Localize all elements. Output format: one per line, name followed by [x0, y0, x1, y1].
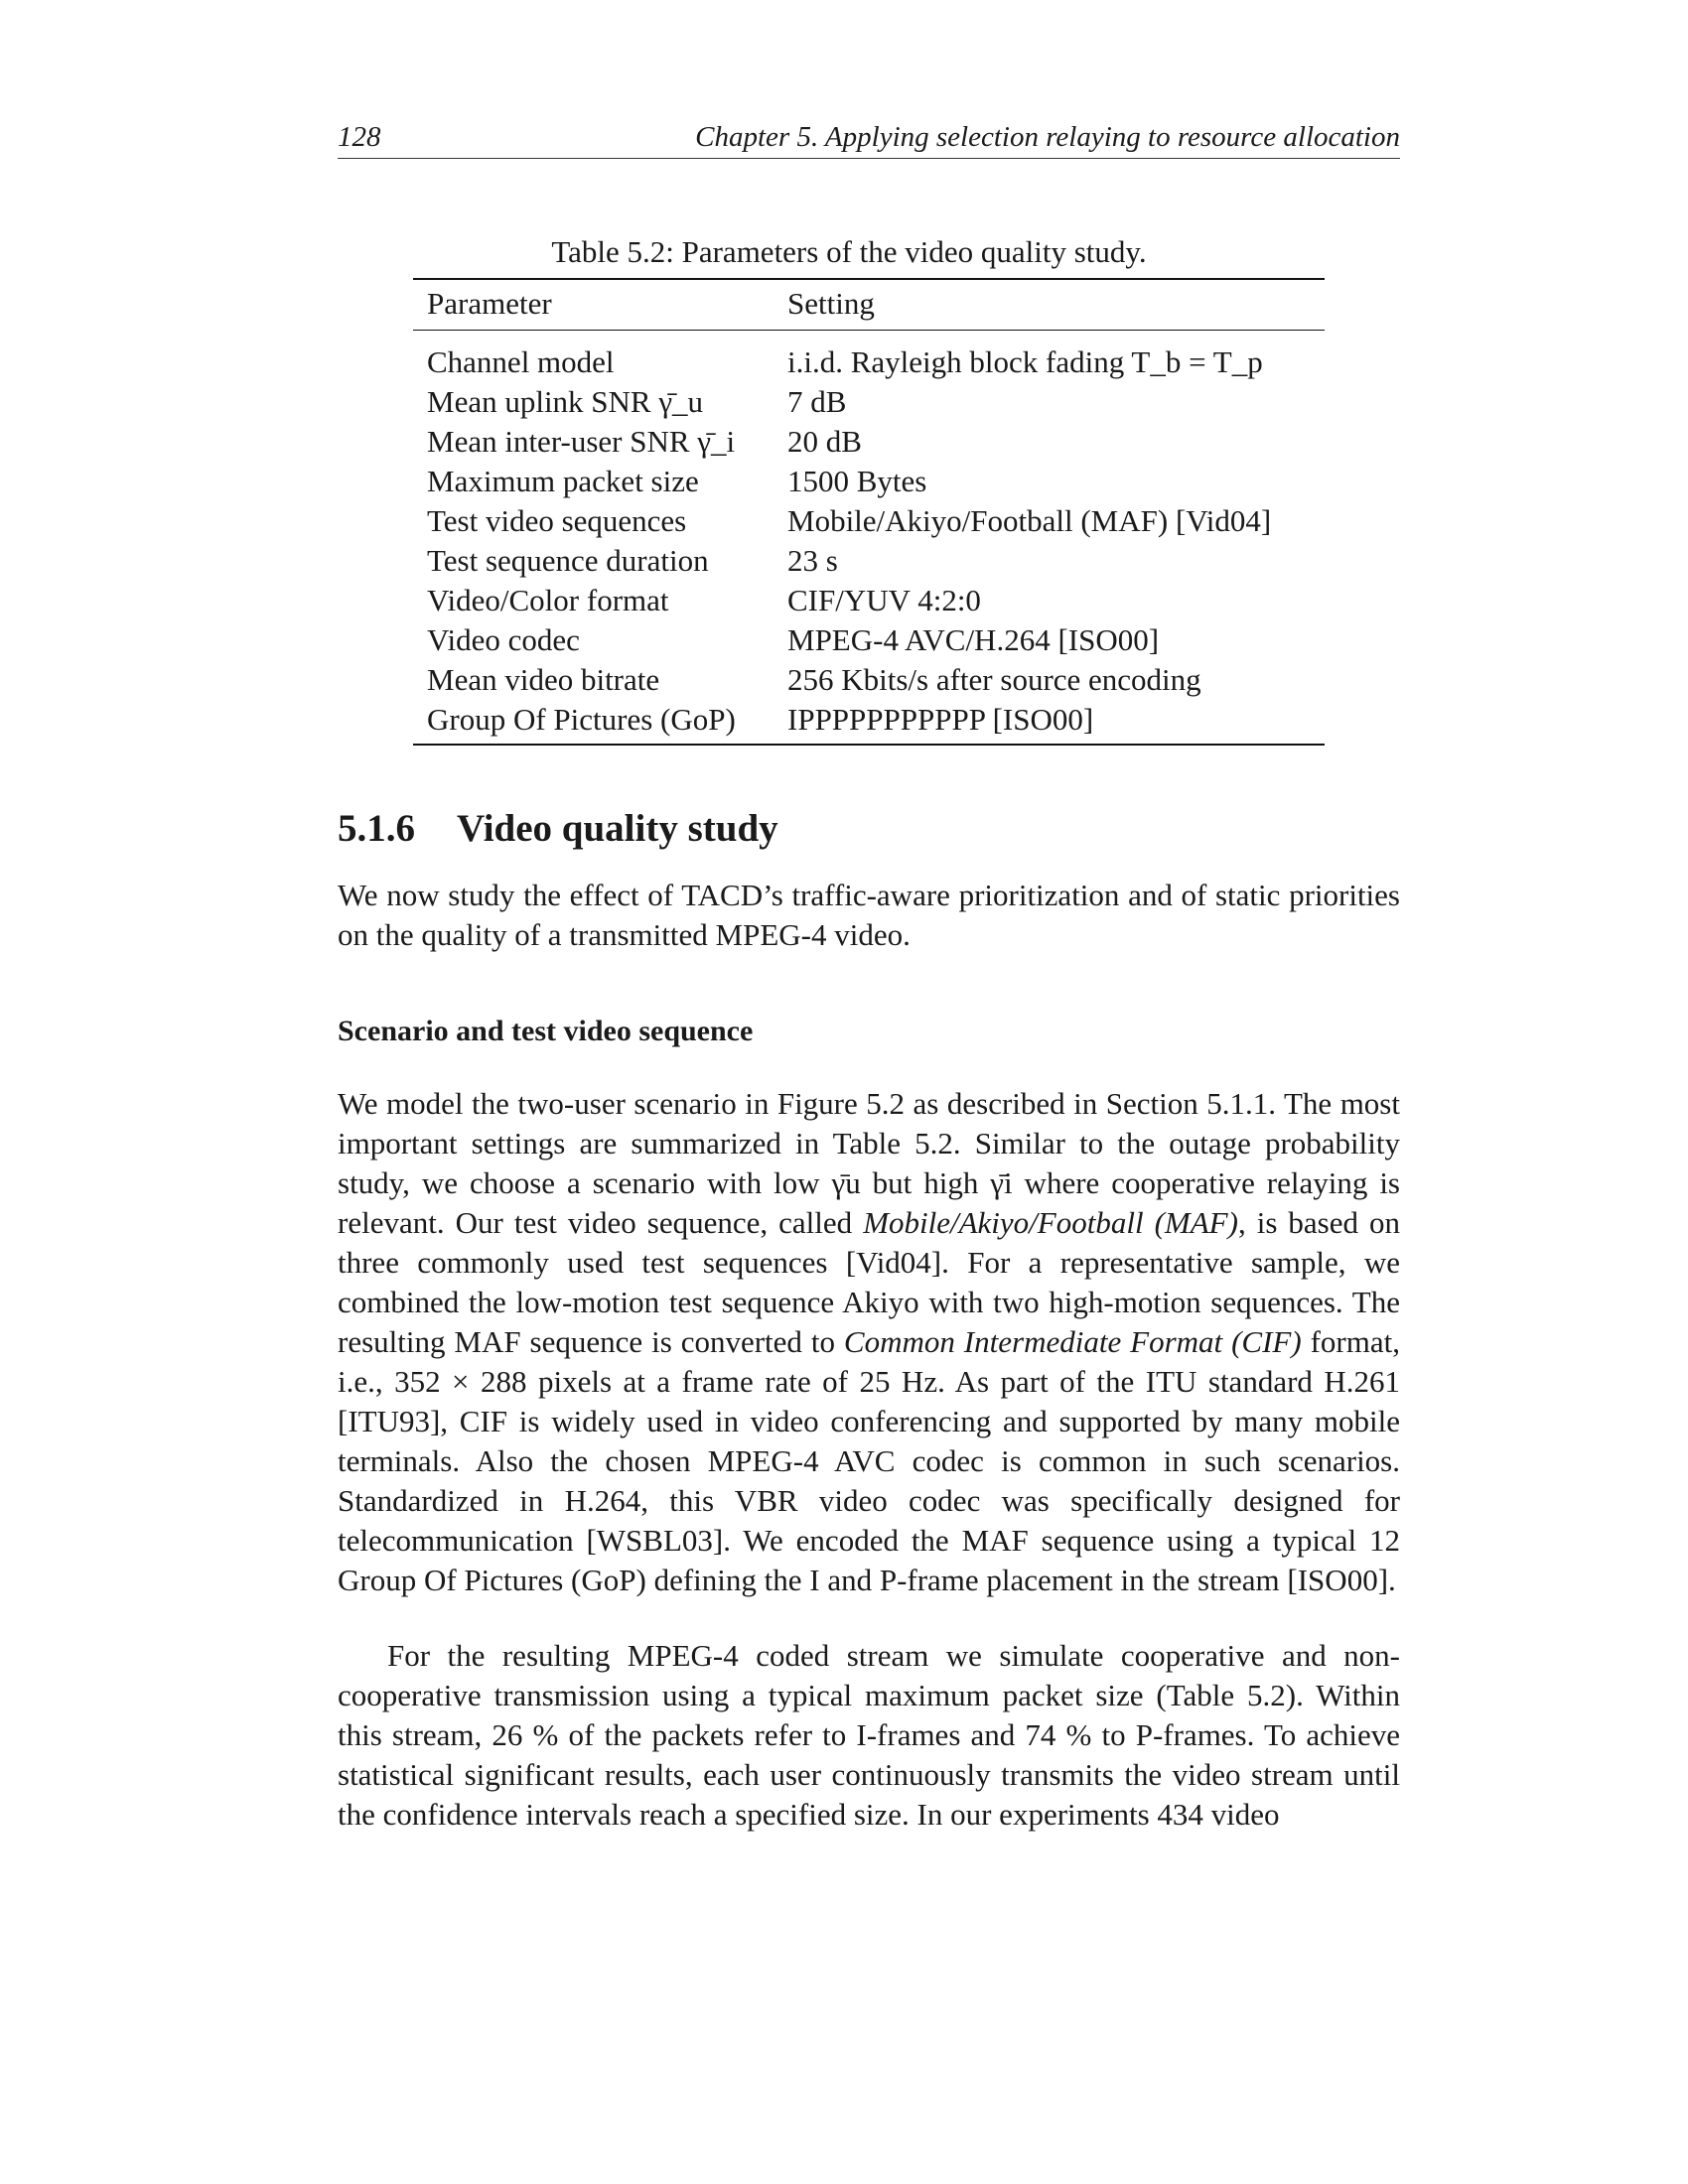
section-intro-paragraph: We now study the effect of TACD’s traffic-aware prioritization and of static priorities on the quality of a transmitted MPEG-4 video.: [338, 878, 1400, 952]
table-row: [413, 620, 1325, 660]
table-cell-parameter: Test sequence duration: [427, 543, 709, 578]
table-cell-parameter: Video/Color format: [427, 583, 669, 617]
emphasized-term: Mobile/Akiyo/Football (MAF): [863, 1205, 1238, 1240]
table-row: [413, 660, 1325, 700]
table-cell-setting: CIF/YUV 4:2:0: [787, 583, 981, 617]
table-cell-parameter: Mean uplink SNR γ̄_u: [427, 384, 704, 419]
table-row: [413, 700, 1325, 745]
body-paragraph-1: [338, 1084, 1400, 1600]
table-cell-setting: 256 Kbits/s after source encoding: [787, 662, 1201, 697]
table-block: [413, 234, 1325, 746]
section-heading: [338, 806, 778, 851]
parameters-table: [413, 278, 1325, 746]
paragraph-text: We model the two-user scenario in Figure 5.2 as described in Section 5.1.1. The most important settings are summarized in Table 5.2. Similar to the outage probability study, we choose a scenario with low γ̄u but high γ̄i where cooperative relaying is relevant. Our test video sequence, called: [338, 1086, 1400, 1240]
column-header-setting: Setting: [774, 279, 1325, 331]
section-title: Video quality study: [457, 807, 778, 850]
table-cell-setting: 23 s: [787, 543, 838, 578]
body-paragraph-2: For the resulting MPEG-4 coded stream we simulate cooperative and non-cooperative transmission using a typical maximum packet size (Table 5.2). Within this stream, 26 % of the packets refer to I-frames and 74 % to P-frames. To achieve statistical significant results, each user continuously transmits the video stream until the confidence intervals reach a specified size. In our experiments 434 video: [338, 1638, 1400, 1832]
emphasized-term: Common Intermediate Format (CIF): [843, 1324, 1302, 1359]
table-row: [413, 501, 1325, 541]
subsection-heading: Scenario and test video sequence: [338, 1015, 754, 1047]
table-cell-parameter: Mean inter-user SNR γ̄_i: [427, 424, 736, 459]
table-cell-parameter: Group Of Pictures (GoP): [427, 702, 736, 737]
column-header-parameter: Parameter: [413, 279, 774, 331]
running-header: [338, 121, 1400, 159]
table-cell-setting: 20 dB: [787, 424, 862, 459]
table-cell-setting: 7 dB: [787, 384, 847, 419]
table-cell-parameter: Maximum packet size: [427, 464, 699, 498]
table-row: [413, 462, 1325, 501]
paragraph-text: format, i.e., 352 × 288 pixels at a frame rate of 25 Hz. As part of the ITU standard H.261 [ITU93], CIF is widely used in video conferencing and supported by many mobile terminals. Also the chosen MPEG-4 AVC codec is common in such scenarios. Standardized in H.264, this VBR video codec was specifically designed for telecommunication [WSBL03]. We encoded the MAF sequence using a typical 12 Group Of Pictures (GoP) defining the I and P-frame placement in the stream [ISO00].: [338, 1324, 1400, 1597]
table-cell-parameter: Video codec: [427, 622, 580, 657]
section-number: 5.1.6: [338, 807, 415, 850]
table-row: [413, 581, 1325, 620]
table-row: [413, 541, 1325, 581]
page-number: 128: [338, 121, 381, 153]
table-row: [413, 382, 1325, 422]
table-cell-parameter: Channel model: [427, 344, 615, 379]
table-caption: Table 5.2: Parameters of the video quality study.: [551, 234, 1147, 269]
table-cell-setting: i.i.d. Rayleigh block fading T_b = T_p: [787, 344, 1263, 379]
chapter-title: Chapter 5. Applying selection relaying to resource allocation: [695, 121, 1400, 153]
table-cell-setting: 1500 Bytes: [787, 464, 927, 498]
table-header-row: [413, 279, 1325, 331]
table-row: [413, 422, 1325, 462]
table-row: [413, 331, 1325, 383]
table-cell-setting: MPEG-4 AVC/H.264 [ISO00]: [787, 622, 1160, 657]
table-cell-setting: Mobile/Akiyo/Football (MAF) [Vid04]: [787, 503, 1272, 538]
paragraph-text: , is based on three commonly used test sequences [Vid04]. For a representative sample, we combined the low-motion test sequence Akiyo with two high-motion sequences. The resulting MAF sequence is converted to: [338, 1205, 1401, 1359]
table-cell-parameter: Mean video bitrate: [427, 662, 660, 697]
table-cell-setting: IPPPPPPPPPPP [ISO00]: [787, 702, 1094, 737]
table-cell-parameter: Test video sequences: [427, 503, 687, 538]
